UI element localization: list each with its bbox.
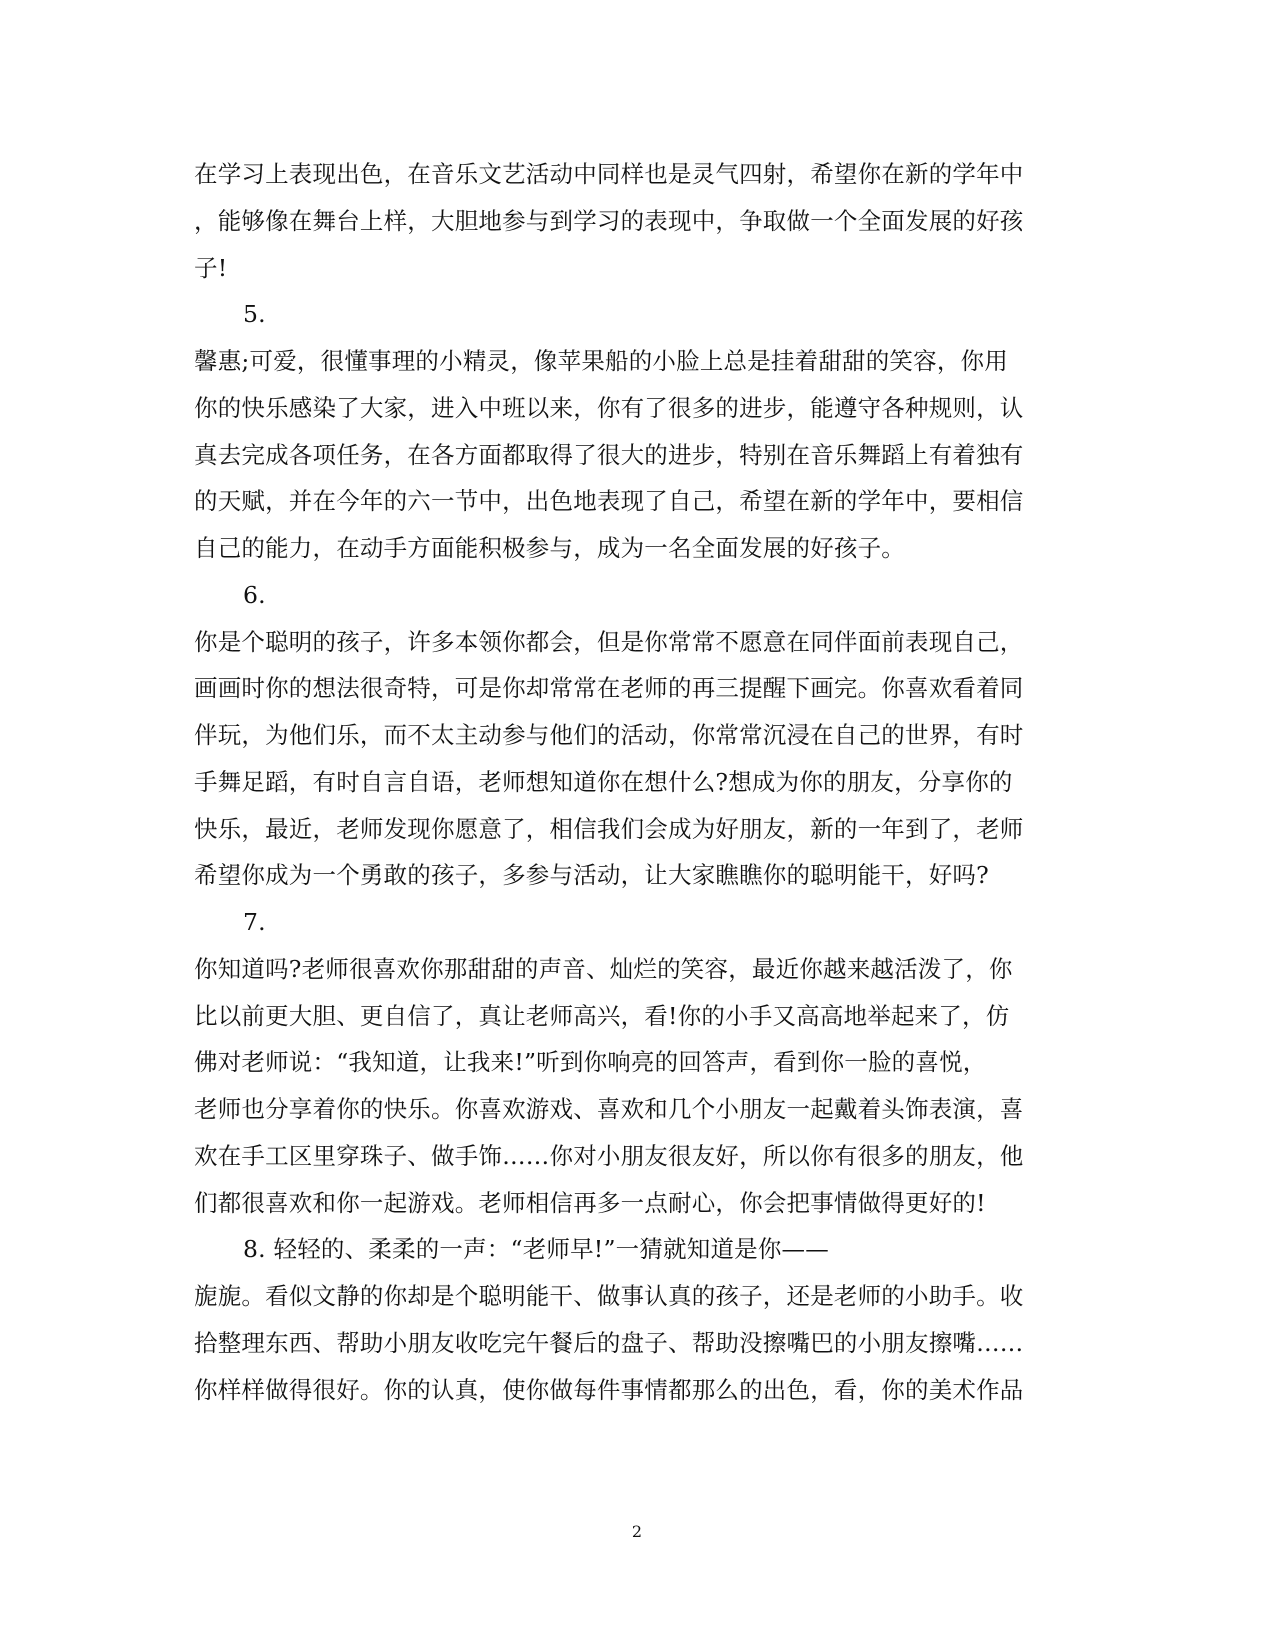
text-line: 伴玩，为他们乐，而不太主动参与他们的活动，你常常沉浸在自己的世界，有时 (194, 721, 1024, 749)
text-line: 的天赋，并在今年的六一节中，出色地表现了自己，希望在新的学年中，要相信 (194, 487, 1024, 515)
text-line: 馨惠;可爱，很懂事理的小精灵，像苹果船的小脸上总是挂着甜甜的笑容，你用 (194, 347, 1008, 375)
text-line: 在学习上表现出色，在音乐文艺活动中同样也是灵气四射，希望你在新的学年中 (194, 160, 1024, 188)
item-heading-line: 8. 轻轻的、柔柔的一声：“老师早!”一猜就知道是你—— (243, 1235, 829, 1263)
text-line: 自己的能力，在动手方面能积极参与，成为一名全面发展的好孩子。 (194, 534, 905, 562)
text-line: ，能够像在舞台上样，大胆地参与到学习的表现中，争取做一个全面发展的好孩 (194, 207, 1024, 235)
text-line: 拾整理东西、帮助小朋友收吃完午餐后的盘子、帮助没擦嘴巴的小朋友擦嘴…… (194, 1329, 1024, 1357)
text-line: 子! (194, 254, 228, 282)
text-line: 快乐，最近，老师发现你愿意了，相信我们会成为好朋友，新的一年到了，老师 (194, 815, 1024, 843)
text-line: 比以前更大胆、更自信了，真让老师高兴，看!你的小手又高高地举起来了，仿 (194, 1002, 1010, 1030)
text-line: 佛对老师说：“我知道，让我来!”听到你响亮的回答声，看到你一脸的喜悦， (194, 1048, 987, 1076)
text-line: 画画时你的想法很奇特，可是你却常常在老师的再三提醒下画完。你喜欢看着同 (194, 674, 1024, 702)
text-line: 们都很喜欢和你一起游戏。老师相信再多一点耐心，你会把事情做得更好的! (194, 1189, 986, 1217)
text-line: 你知道吗?老师很喜欢你那甜甜的声音、灿烂的笑容，最近你越来越活泼了，你 (194, 955, 1013, 983)
text-line: 你样样做得很好。你的认真，使你做每件事情都那么的出色，看，你的美术作品 (194, 1376, 1024, 1404)
text-line: 真去完成各项任务，在各方面都取得了很大的进步，特别在音乐舞蹈上有着独有 (194, 441, 1024, 469)
page-number: 2 (631, 1522, 643, 1541)
text-line: 希望你成为一个勇敢的孩子，多参与活动，让大家瞧瞧你的聪明能干，好吗? (194, 861, 989, 889)
text-line: 你是个聪明的孩子，许多本领你都会，但是你常常不愿意在同伴面前表现自己， (194, 628, 1024, 656)
text-line: 手舞足蹈，有时自言自语，老师想知道你在想什么?想成为你的朋友，分享你的 (194, 768, 1013, 796)
text-line: 欢在手工区里穿珠子、做手饰……你对小朋友很友好，所以你有很多的朋友，他 (194, 1142, 1024, 1170)
item-number: 7. (243, 908, 266, 936)
text-line: 旎旎。看似文静的你却是个聪明能干、做事认真的孩子，还是老师的小助手。收 (194, 1282, 1024, 1310)
text-line: 老师也分享着你的快乐。你喜欢游戏、喜欢和几个小朋友一起戴着头饰表演，喜 (194, 1095, 1024, 1123)
item-number: 5. (243, 300, 266, 328)
text-line: 你的快乐感染了大家，进入中班以来，你有了很多的进步，能遵守各种规则，认 (194, 394, 1024, 422)
item-number: 6. (243, 581, 266, 609)
